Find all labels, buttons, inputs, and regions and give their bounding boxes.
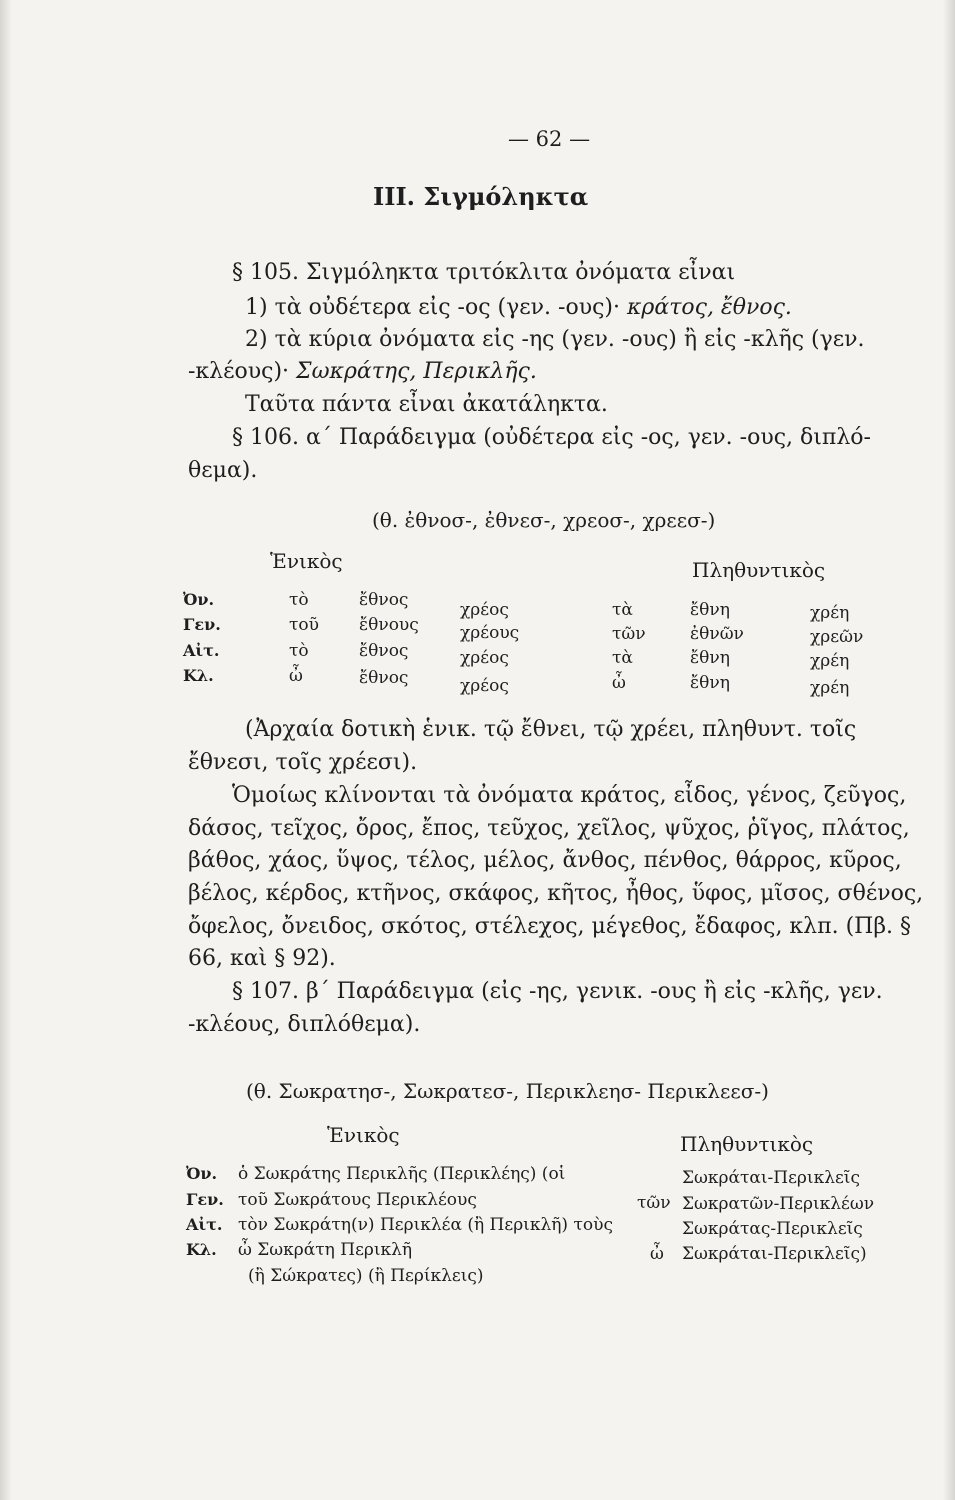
sec107-plural-article-voc: ὦ xyxy=(650,1244,664,1264)
sec107-plural-acc: Σωκράτας-Περικλεῖς xyxy=(682,1219,863,1239)
sec107-vocative-alternatives: (ἢ Σώκρατες) (ἢ Περίκλεις) xyxy=(248,1266,484,1286)
sec106-chrei-gen: χρεῶν xyxy=(810,627,864,647)
sec106-article-nom: τὸ xyxy=(289,590,309,610)
sec107-plural-voc: Σωκράται-Περικλεῖς) xyxy=(682,1244,867,1264)
sec107-plural-header: Πληθυντικὸς xyxy=(680,1132,814,1156)
sec106-plural-article-voc: ὦ xyxy=(612,673,626,693)
sec107-singular-header: Ἑνικὸς xyxy=(327,1123,400,1147)
sec106-ethnos-acc: ἔθνος xyxy=(359,641,409,661)
sec106-plural-header: Πληθυντικὸς xyxy=(692,558,826,582)
sec106-ethni-voc: ἔθνη xyxy=(690,673,730,693)
sec107-case-gen: Γεν. xyxy=(186,1190,224,1209)
sec106-chrei-nom: χρέη xyxy=(810,603,850,623)
sec105-line2-text: 1) τὰ οὐδέτερα εἰς -ος (γεν. -ους)· xyxy=(245,295,620,320)
sec106-case-acc: Αἰτ. xyxy=(183,641,220,660)
sec105-line4-text: -κλέους)· xyxy=(188,359,290,384)
sec106-plural-article-acc: τὰ xyxy=(612,648,633,668)
sec107-forms-nom: ὁ Σωκράτης Περικλῆς (Περικλέης) (οἱ xyxy=(238,1164,566,1184)
sec106-ethnos-gen: ἔθνους xyxy=(359,615,419,635)
sec106-chreos-voc: χρέος xyxy=(460,676,509,696)
sec106-themes: (θ. ἐθνοσ-, ἐθνεσ-, χρεοσ-, χρεεσ-) xyxy=(372,508,716,532)
similar-line6: 66, καὶ § 92). xyxy=(188,946,336,971)
sec107-forms-gen: τοῦ Σωκράτους Περικλέους xyxy=(238,1190,477,1210)
sec106-case-nom: Ὀν. xyxy=(183,590,215,609)
sec106-plural-article-gen: τῶν xyxy=(612,624,646,644)
sec105-line2-examples: κράτος, ἔθνος. xyxy=(626,295,792,320)
sec105-line4 xyxy=(188,359,537,385)
similar-line4: βέλος, κέρδος, κτῆνος, σκάφος, κῆτος, ἦθος, ὕφος, μῖσος, σθένος, xyxy=(188,881,924,906)
sec106-singular-header: Ἑνικὸς xyxy=(270,549,343,573)
sec106-case-gen: Γεν. xyxy=(183,615,221,634)
page-number: — 62 — xyxy=(508,127,591,151)
sec107-line1: § 107. β΄ Παράδειγμα (εἰς -ης, γενικ. -ους ἢ εἰς -κλῆς, γεν. xyxy=(232,979,883,1004)
sec107-plural-gen: Σωκρατῶν-Περικλέων xyxy=(682,1194,875,1214)
sec107-case-voc: Κλ. xyxy=(186,1240,217,1259)
sec106-chreos-nom: χρέος xyxy=(460,600,509,620)
sec106-chreos-gen: χρέους xyxy=(460,623,520,643)
sec106-ethnos-voc: ἔθνος xyxy=(359,668,409,688)
sec105-line4-examples: Σωκράτης, Περικλῆς. xyxy=(296,359,537,384)
page-edge-right xyxy=(943,0,955,1500)
sec105-line3: 2) τὰ κύρια ὀνόματα εἰς -ης (γεν. -ους) ἢ εἰς -κλῆς (γεν. xyxy=(245,327,865,352)
sec107-plural-nom: Σωκράται-Περικλεῖς xyxy=(682,1168,860,1188)
sec106-line1: § 106. α΄ Παράδειγμα (οὐδέτερα εἰς -ος, γεν. -ους, διπλό- xyxy=(232,425,871,450)
section-heading: ΙΙΙ. Σιγμόληκτα xyxy=(373,182,589,211)
sec107-case-acc: Αἰτ. xyxy=(186,1215,223,1234)
sec106-article-voc: ὦ xyxy=(289,666,303,686)
sec107-plural-article-gen: τῶν xyxy=(637,1193,671,1213)
similar-line1: Ὁμοίως κλίνονται τὰ ὀνόματα κράτος, εἶδος, γένος, ζεῦγος, xyxy=(232,783,907,808)
sec106-chrei-acc: χρέη xyxy=(810,651,850,671)
sec106-ethni-gen: ἐθνῶν xyxy=(690,624,744,644)
similar-line5: ὄφελος, ὄνειδος, σκότος, στέλεχος, μέγεθος, ἔδαφος, κλπ. (Πβ. § xyxy=(188,914,912,939)
sec105-line2 xyxy=(245,295,792,321)
sec107-themes: (θ. Σωκρατησ-, Σωκρατεσ-, Περικλεησ- Περικλεεσ-) xyxy=(246,1079,769,1103)
sec106-plural-article-nom: τὰ xyxy=(612,600,633,620)
sec107-case-nom: Ὀν. xyxy=(186,1164,218,1183)
similar-line2: δάσος, τεῖχος, ὄρος, ἔπος, τεῦχος, χεῖλος, ψῦχος, ῥῖγος, πλάτος, xyxy=(188,816,910,841)
sec106-note-line1: (Ἀρχαία δοτικὴ ἑνικ. τῷ ἔθνει, τῷ χρέει, πληθυντ. τοῖς xyxy=(245,717,857,742)
sec106-ethnos-nom: ἔθνος xyxy=(359,590,409,610)
sec106-note-line2: ἔθνεσι, τοῖς χρέεσι). xyxy=(188,750,418,775)
sec106-chrei-voc: χρέη xyxy=(810,678,850,698)
sec106-chreos-acc: χρέος xyxy=(460,648,509,668)
sec106-ethni-nom: ἔθνη xyxy=(690,600,730,620)
sec106-article-gen: τοῦ xyxy=(289,615,319,635)
sec106-article-acc: τὸ xyxy=(289,641,309,661)
sec105-line5: Ταῦτα πάντα εἶναι ἀκατάληκτα. xyxy=(245,392,608,417)
sec106-line2: θεμα). xyxy=(188,458,258,483)
sec106-ethni-acc: ἔθνη xyxy=(690,648,730,668)
sec105-line1: § 105. Σιγμόληκτα τριτόκλιτα ὀνόματα εἶναι xyxy=(232,260,736,285)
sec107-forms-acc: τὸν Σωκράτη(ν) Περικλέα (ἢ Περικλῆ) τοὺς xyxy=(238,1215,613,1235)
similar-line3: βάθος, χάος, ὕψος, τέλος, μέλος, ἄνθος, πένθος, θάρρος, κῦρος, xyxy=(188,848,902,873)
sec107-forms-voc: ὦ Σωκράτη Περικλῆ xyxy=(238,1240,413,1260)
sec106-case-voc: Κλ. xyxy=(183,666,214,685)
sec107-line2: -κλέους, διπλόθεμα). xyxy=(188,1012,421,1037)
page-edge-left xyxy=(0,0,12,1500)
